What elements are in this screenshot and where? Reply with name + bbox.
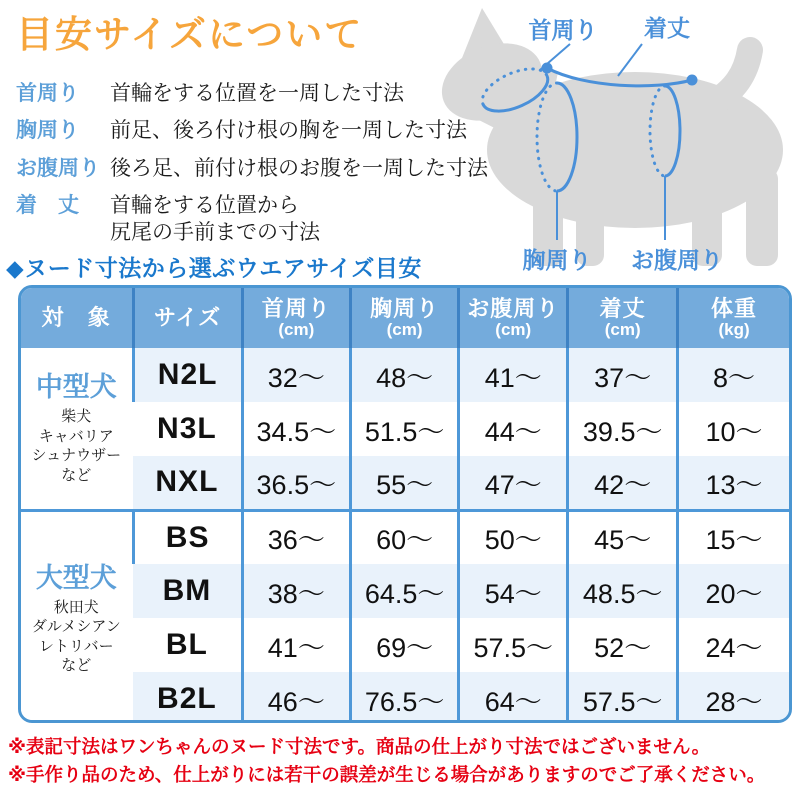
table-row bbox=[21, 510, 789, 564]
table-header-row bbox=[21, 288, 789, 348]
cell-chest: 48〜 bbox=[350, 348, 458, 402]
cell-weight: 24〜 bbox=[678, 618, 789, 672]
cell-size: NXL bbox=[133, 456, 242, 510]
note-nude-size: ※表記寸法はワンちゃんのヌード寸法です。商品の仕上がり寸法ではございません。 bbox=[8, 736, 711, 757]
diagram-label-length: 着丈 bbox=[644, 15, 690, 41]
cell-size: B2L bbox=[133, 672, 242, 723]
cell-weight: 28〜 bbox=[678, 672, 789, 723]
cell-length: 37〜 bbox=[568, 348, 678, 402]
cell-chest: 69〜 bbox=[350, 618, 458, 672]
cell-belly: 44〜 bbox=[459, 402, 568, 456]
header-target: 対 象 bbox=[21, 288, 133, 348]
diagram-label-belly: お腹周り bbox=[631, 247, 723, 273]
cell-size: N2L bbox=[133, 348, 242, 402]
cell-neck: 36〜 bbox=[242, 510, 350, 564]
header-length: 着丈 (cm) bbox=[568, 288, 678, 348]
cell-belly: 41〜 bbox=[459, 348, 568, 402]
cell-weight: 13〜 bbox=[678, 456, 789, 510]
cell-length: 39.5〜 bbox=[568, 402, 678, 456]
header-neck: 首周り (cm) bbox=[242, 288, 350, 348]
def-term-belly: お腹周り bbox=[16, 156, 100, 180]
cell-chest: 51.5〜 bbox=[350, 402, 458, 456]
header-weight: 体重 (kg) bbox=[678, 288, 789, 348]
group-medium-dogs: 中型犬 柴犬 キャバリア シュナウザー など bbox=[21, 348, 133, 510]
length-start-dot bbox=[542, 63, 553, 74]
def-desc-length: 首輪をする位置から 尻尾の手前までの寸法 bbox=[110, 193, 320, 245]
def-desc-belly: 後ろ足、前付け根のお腹を一周した寸法 bbox=[110, 156, 488, 180]
cell-neck: 32〜 bbox=[242, 348, 350, 402]
size-table bbox=[18, 285, 792, 723]
diagram-label-neck: 首周り bbox=[528, 17, 598, 43]
cell-neck: 41〜 bbox=[242, 618, 350, 672]
header-belly: お腹周り (cm) bbox=[459, 288, 568, 348]
page-title: 目安サイズについて bbox=[16, 14, 364, 55]
def-desc-neck: 首輪をする位置を一周した寸法 bbox=[110, 82, 404, 105]
cell-length: 57.5〜 bbox=[568, 672, 678, 723]
cell-length: 42〜 bbox=[568, 456, 678, 510]
cell-chest: 76.5〜 bbox=[350, 672, 458, 723]
def-desc-chest: 前足、後ろ付け根の胸を一周した寸法 bbox=[110, 119, 467, 143]
cell-length: 52〜 bbox=[568, 618, 678, 672]
def-term-chest: 胸周り bbox=[16, 119, 79, 143]
cell-size: N3L bbox=[133, 402, 242, 456]
cell-weight: 10〜 bbox=[678, 402, 789, 456]
cell-size: BM bbox=[133, 564, 242, 618]
note-handmade: ※手作り品のため、仕上がりには若干の誤差が生じる場合がありますのでご了承ください。 bbox=[8, 763, 766, 785]
table-row bbox=[21, 564, 789, 618]
cell-weight: 20〜 bbox=[678, 564, 789, 618]
section-title: ◆ヌード寸法から選ぶウエアサイズ目安 bbox=[6, 255, 422, 281]
cell-belly: 64〜 bbox=[459, 672, 568, 723]
cell-size: BS bbox=[133, 510, 242, 564]
table-row bbox=[21, 672, 789, 723]
cell-neck: 34.5〜 bbox=[242, 402, 350, 456]
table-row bbox=[21, 618, 789, 672]
cell-chest: 64.5〜 bbox=[350, 564, 458, 618]
cell-length: 48.5〜 bbox=[568, 564, 678, 618]
cell-chest: 60〜 bbox=[350, 510, 458, 564]
dog-measurement-diagram bbox=[430, 0, 800, 300]
cell-weight: 8〜 bbox=[678, 348, 789, 402]
length-end-dot bbox=[687, 75, 698, 86]
table-row bbox=[21, 456, 789, 510]
table-row bbox=[21, 402, 789, 456]
def-term-neck: 首周り bbox=[16, 82, 79, 105]
def-term-length: 着 丈 bbox=[16, 193, 79, 217]
cell-belly: 57.5〜 bbox=[459, 618, 568, 672]
diagram-label-chest: 胸周り bbox=[522, 247, 592, 273]
dog-silhouette-icon bbox=[430, 8, 783, 266]
cell-size: BL bbox=[133, 618, 242, 672]
cell-length: 45〜 bbox=[568, 510, 678, 564]
cell-belly: 47〜 bbox=[459, 456, 568, 510]
cell-belly: 54〜 bbox=[459, 564, 568, 618]
cell-neck: 38〜 bbox=[242, 564, 350, 618]
group-name: 中型犬 bbox=[35, 372, 117, 403]
measurement-definitions bbox=[16, 80, 488, 246]
table-row bbox=[21, 348, 789, 402]
group-name: 大型犬 bbox=[35, 562, 117, 593]
footer-notes bbox=[8, 733, 798, 789]
length-leader-line bbox=[618, 44, 642, 76]
header-size: サイズ bbox=[133, 288, 242, 348]
header-chest: 胸周り (cm) bbox=[350, 288, 458, 348]
cell-belly: 50〜 bbox=[459, 510, 568, 564]
cell-chest: 55〜 bbox=[350, 456, 458, 510]
cell-neck: 36.5〜 bbox=[242, 456, 350, 510]
group-large-dogs: 大型犬 秋田犬 ダルメシアン レトリバー など bbox=[21, 510, 133, 723]
cell-weight: 15〜 bbox=[678, 510, 789, 564]
cell-neck: 46〜 bbox=[242, 672, 350, 723]
